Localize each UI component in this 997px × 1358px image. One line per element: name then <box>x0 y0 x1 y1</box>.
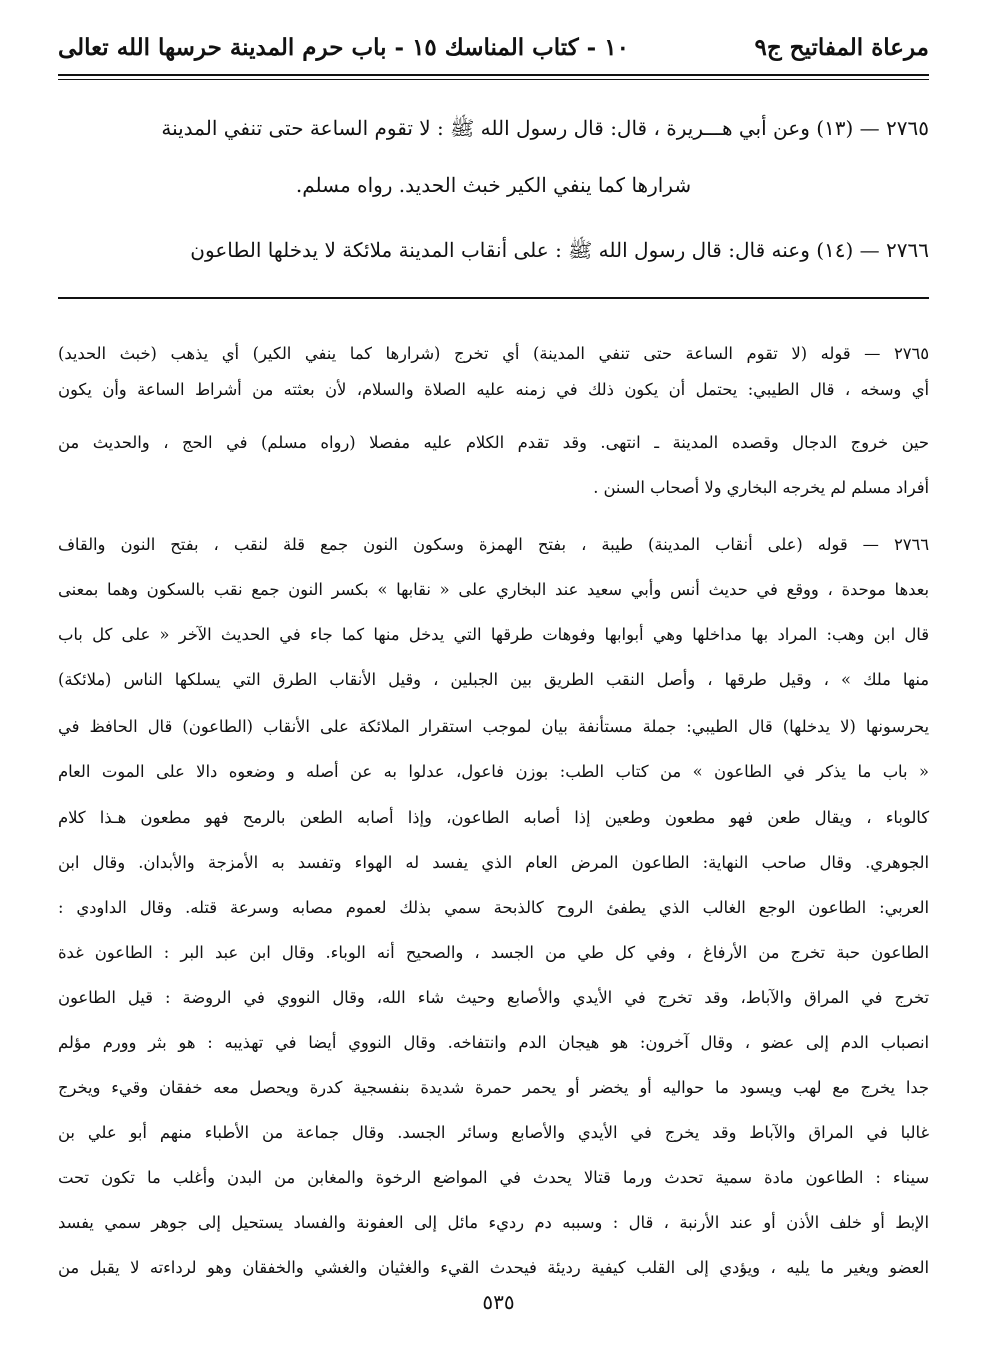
commentary-line: الإبط أو خلف الأذن أو عند الأرنبة ، قال : وسببه دم رديء مائل إلى العفونة والفساد يستحيل إلى جوهر سمي يفسد <box>58 1213 929 1232</box>
commentary-line: حين خروج الدجال وقصده المدينة ـ انتهى. وقد تقدم الكلام عليه مفصلا (رواه مسلم) في الحج ، والحديث من <box>58 433 929 452</box>
page-number: ٥٣٥ <box>482 1290 515 1314</box>
header-rule <box>58 74 929 76</box>
commentary-line: غالبا في المراق والآباط وقد يخرج في الأيدي والأصابع وسائر الجسد. وقال جماعة من الأطباء منهم أبو علي بن <box>58 1123 929 1142</box>
header-book-volume: مرعاة المفاتيح ج٩ <box>754 33 929 61</box>
hadith-2765-line2: شرارها كما ينفي الكير خبث الحديد. رواه مسلم. <box>295 173 692 197</box>
commentary-line: الطاعون حبة تخرج من الأرفاغ ، وفي كل طي من الجسد ، والصحيح أنه الوباء. وقال ابن عبد البر : الطاعون غدة <box>58 943 929 962</box>
running-header <box>58 22 929 72</box>
commentary-line: تخرج في المراق والآباط، وقد تخرج في الأيدي والأصابع وحيث شاء الله، وقال النووي في الروضة : قيل الطاعون <box>58 988 929 1007</box>
commentary-line: العضو ويغير ما يليه ، ويؤدي إلى القلب كيفية رديئة فيحدث القيء والغثيان والغشي والخفقان وهو لرداءته لا يقبل من <box>58 1258 929 1277</box>
hadith-2765-line1: ٢٧٦٥ — (١٣) وعن أبي هـــريرة ، قال: قال رسول الله ﷺ : لا تقوم الساعة حتى تنفي المدينة <box>161 116 929 140</box>
commentary-line: سيناء : الطاعون مادة سمية تحدث ورما قتالا يحدث في المواضع الرخوة والمغابن من البدن وأغلب ما تكون تحت <box>58 1168 929 1187</box>
hadith-2766-line1: ٢٧٦٦ — (١٤) وعنه قال: قال رسول الله ﷺ : على أنقاب المدينة ملائكة لا يدخلها الطاعون <box>190 238 929 262</box>
commentary-line: ٢٧٦٦ — قوله (على أنقاب المدينة) طيبة ، بفتح الهمزة وسكون النون جمع قلة لنقب ، بفتح النون والقاف <box>58 535 929 554</box>
commentary-line: العربي: الطاعون الوجع الغالب الذي يطفئ الروح كالذبحة سمي بذلك لعموم مصابه وسرعة قتله. وقال الداودي : <box>58 898 929 917</box>
commentary-line: « باب ما يذكر في الطاعون » من كتاب الطب: بوزن فاعول، عدلوا به عن أصله و وضعوه دالا على الموت العام <box>58 762 929 781</box>
commentary-line: يحرسونها (لا يدخلها) قال الطيبي: جملة مستأنفة بيان لموجب استقرار الملائكة على الأنقاب (الطاعون) قال الحافظ في <box>58 717 929 736</box>
commentary-line: أفراد مسلم لم يخرجه البخاري ولا أصحاب السنن . <box>593 478 929 497</box>
commentary-line: منها ملك » ، وقيل طرقها ، وأصل النقب الطريق بين الجبلين ، وقيل الأنقاب الطرق التي يسلكها الناس (ملائكة) <box>58 670 929 689</box>
commentary-line: جدا يخرج مع لهب ويسود ما حواليه أو يخضر أو يحمر حمرة شديدة بنفسجية كدرة ويحصل معه خفقان وقيء ويخرج <box>58 1078 929 1097</box>
commentary-line: انصباب الدم إلى عضو ، وقال آخرون: هو هيجان الدم وانتفاخه. وقال النووي أيضا في تهذيبه : هو بثر وورم مؤلم <box>58 1033 929 1052</box>
commentary-line: الجوهري. وقال صاحب النهاية: الطاعون المرض العام الذي يفسد له الهواء وتفسد به الأمزجة والأبدان. وقال ابن <box>58 853 929 872</box>
text-commentary-divider <box>58 297 929 299</box>
commentary-line: بعدها موحدة ، ووقع في حديث أنس وأبي سعيد عند البخاري على « نقابها » بكسر النون جمع نقب بالسكون وهما بمعنى <box>58 580 929 599</box>
commentary-line: أي وسخه ، قال الطيبي: يحتمل أن يكون ذلك في زمنه عليه الصلاة والسلام، لأن بعثته من أشراط الساعة وأن يكون <box>58 380 929 399</box>
commentary-line: قال ابن وهب: المراد بها مداخلها وهي أبوابها وفوهات طرقها التي يدخل منها كما جاء في الحديث الآخر « على كل باب <box>58 625 929 644</box>
commentary-line: ٢٧٦٥ — قوله (لا تقوم الساعة حتى تنفي المدينة) أي تخرج (شرارها كما ينفي الكير) أي يذهب (خبث الحديد) <box>58 344 929 363</box>
header-chapter-title: ١٠ - كتاب المناسك ١٥ - باب حرم المدينة حرسها الله تعالى <box>58 33 629 61</box>
header-rule-thin <box>58 79 929 80</box>
commentary-line: كالوباء ، ويقال طعن فهو مطعون وطعين إذا أصابه الطاعون، وإذا أصابه الطعن بالرمح فهو مطعون هـذا كلام <box>58 808 929 827</box>
